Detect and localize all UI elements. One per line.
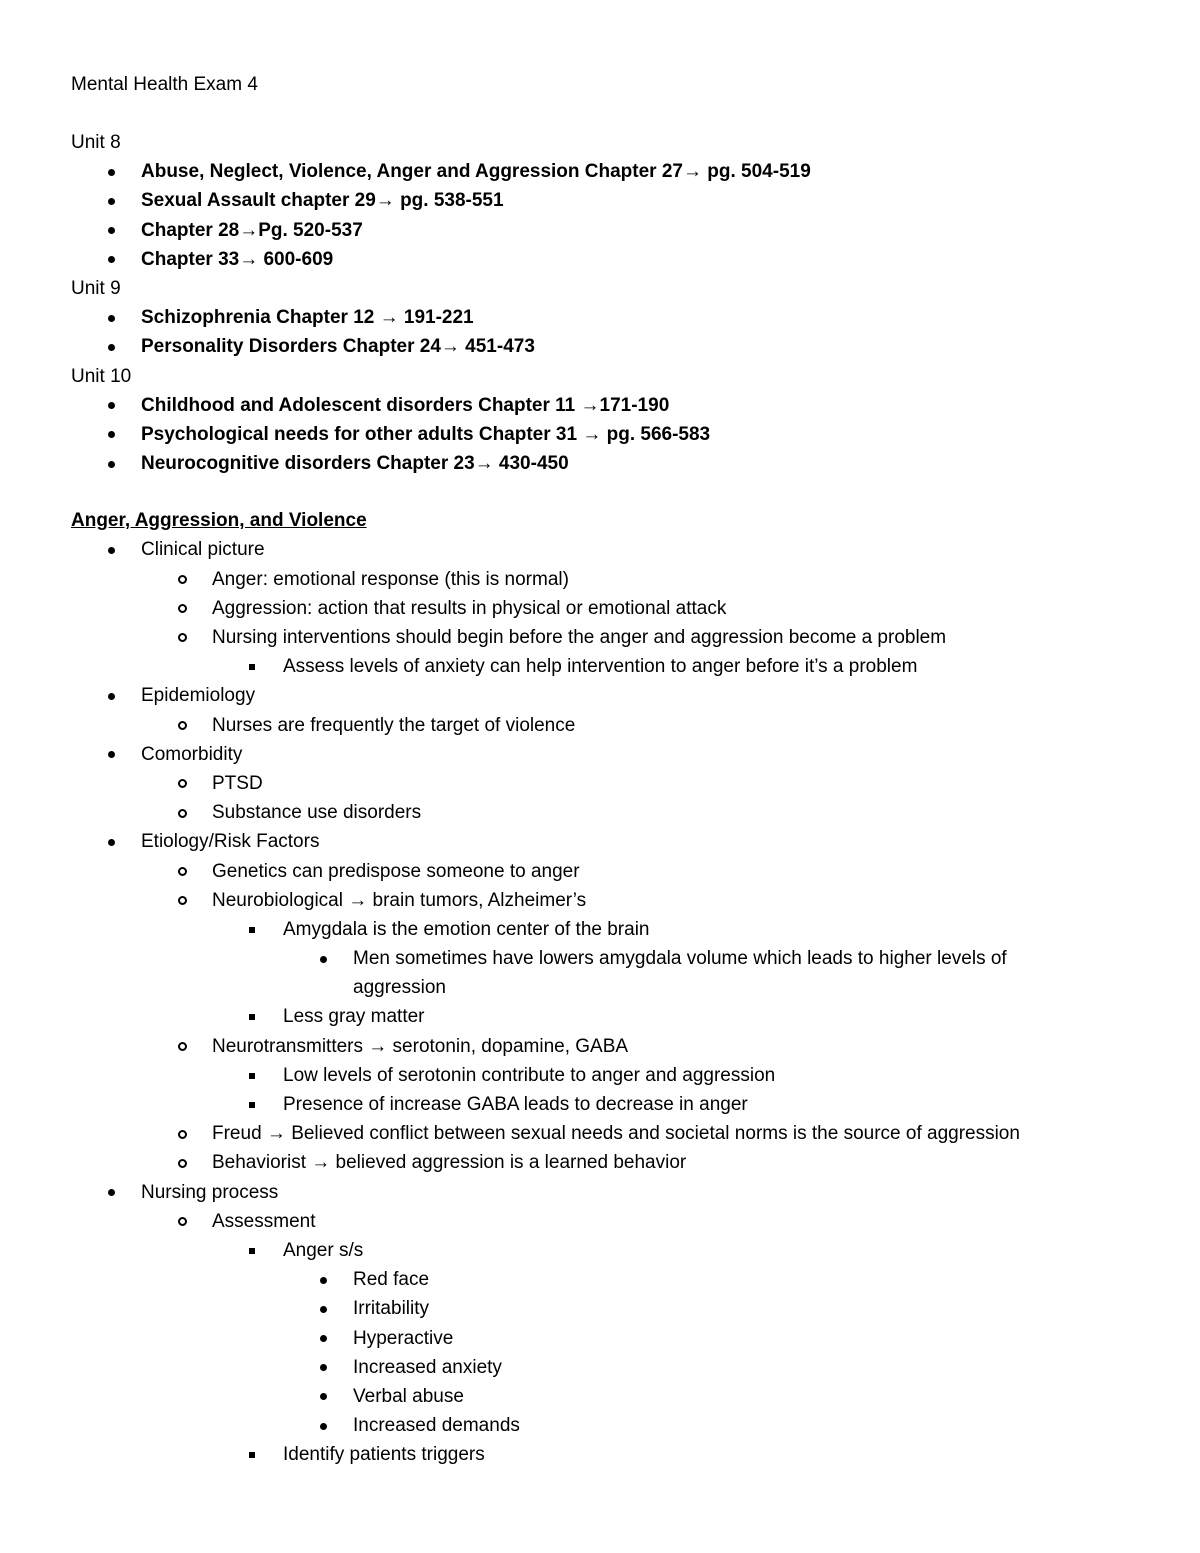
bullet-icon — [103, 216, 119, 245]
list-item-text: Men sometimes have lowers amygdala volume which leads to higher levels of — [353, 948, 1007, 970]
bullet-icon — [244, 1090, 260, 1119]
bullet-icon — [103, 332, 119, 361]
list-item-text: Schizophrenia Chapter 12 → 191-221 — [141, 307, 474, 329]
bullet-icon — [103, 740, 119, 769]
list-item-text: Amygdala is the emotion center of the brain — [283, 918, 650, 940]
list-item — [71, 332, 1161, 361]
list-item — [71, 1294, 1161, 1323]
list-item-text: Increased demands — [353, 1415, 520, 1437]
bullet-icon — [103, 245, 119, 274]
list-item-text: Personality Disorders Chapter 24→ 451-473 — [141, 336, 535, 358]
bullet-icon — [174, 1207, 190, 1236]
list-item-text: Chapter 28→Pg. 520-537 — [141, 219, 363, 241]
list-item — [71, 827, 1161, 856]
list-item-text: Genetics can predispose someone to anger — [212, 860, 580, 882]
list-item — [71, 1178, 1161, 1207]
bullet-icon — [315, 1382, 331, 1411]
list-item-text: Low levels of serotonin contribute to anger and aggression — [283, 1064, 776, 1086]
unit-list — [71, 128, 1161, 478]
bullet-icon — [174, 711, 190, 740]
list-item — [71, 1061, 1161, 1090]
list-item — [71, 973, 1161, 1002]
section-outline — [71, 535, 1161, 1469]
bullet-icon — [174, 565, 190, 594]
bullet-icon — [174, 1148, 190, 1177]
list-item — [71, 857, 1161, 886]
bullet-icon — [244, 915, 260, 944]
list-item — [71, 1002, 1161, 1031]
list-item-text: PTSD — [212, 772, 263, 794]
bullet-icon — [103, 303, 119, 332]
list-item-text: Freud → Believed conflict between sexual needs and societal norms is the source of aggression — [212, 1123, 1020, 1145]
bullet-icon — [103, 681, 119, 710]
list-item — [71, 186, 1161, 215]
bullet-icon — [315, 944, 331, 973]
blank-line — [71, 100, 1161, 128]
bullet-icon — [315, 1411, 331, 1440]
bullet-icon — [103, 420, 119, 449]
bullet-icon — [103, 1178, 119, 1207]
list-item — [71, 157, 1161, 186]
list-item-text: Psychological needs for other adults Chapter 31 → pg. 566-583 — [141, 423, 711, 445]
unit-label — [71, 128, 1161, 157]
list-item-text: Aggression: action that results in physical or emotional attack — [212, 597, 727, 619]
list-item — [71, 245, 1161, 274]
bullet-icon — [174, 857, 190, 886]
list-item-text: Sexual Assault chapter 29→ pg. 538-551 — [141, 190, 504, 212]
list-item-text: Substance use disorders — [212, 802, 422, 824]
list-item-text: aggression — [353, 977, 446, 999]
list-item-text: Neurocognitive disorders Chapter 23→ 430-450 — [141, 453, 569, 475]
list-item — [71, 1119, 1161, 1148]
list-item — [71, 1353, 1161, 1382]
list-item-text: Behaviorist → believed aggression is a learned behavior — [212, 1152, 687, 1174]
bullet-icon — [174, 594, 190, 623]
list-item — [71, 594, 1161, 623]
list-item — [71, 1382, 1161, 1411]
list-item-text: Chapter 33→ 600-609 — [141, 248, 334, 270]
list-item — [71, 1148, 1161, 1177]
bullet-icon — [244, 1440, 260, 1469]
list-item-text: Epidemiology — [141, 685, 256, 707]
list-item — [71, 944, 1161, 973]
document-page — [71, 70, 1161, 1469]
section-heading: Anger, Aggression, and Violence — [71, 510, 367, 532]
bullet-icon — [174, 798, 190, 827]
list-item — [71, 798, 1161, 827]
bullet-icon — [315, 1324, 331, 1353]
list-item-text: Presence of increase GABA leads to decrease in anger — [283, 1094, 748, 1115]
list-item-text: Irritability — [353, 1298, 430, 1320]
list-item — [71, 769, 1161, 798]
list-item-text: Etiology/Risk Factors — [141, 831, 320, 853]
list-item-text: Hyperactive — [353, 1327, 454, 1349]
list-item-text: Assessment — [212, 1210, 316, 1232]
bullet-icon — [174, 886, 190, 915]
list-item-text: Neurobiological → brain tumors, Alzheimer’s — [212, 889, 587, 911]
list-item-text: Neurotransmitters → serotonin, dopamine, GABA — [212, 1035, 629, 1057]
list-item — [71, 886, 1161, 915]
list-item — [71, 1236, 1161, 1265]
bullet-icon — [103, 157, 119, 186]
document-title: Mental Health Exam 4 — [71, 74, 258, 95]
list-item-text: Nursing process — [141, 1181, 279, 1203]
list-item-text: Red face — [353, 1269, 430, 1291]
unit-label — [71, 362, 1161, 391]
bullet-icon — [244, 1061, 260, 1090]
list-item-text: Identify patients triggers — [283, 1444, 485, 1466]
list-item — [71, 623, 1161, 652]
list-item — [71, 1411, 1161, 1440]
bullet-icon — [103, 186, 119, 215]
bullet-icon — [244, 652, 260, 681]
list-item — [71, 1090, 1161, 1119]
list-item — [71, 1032, 1161, 1061]
list-item-text: Less gray matter — [283, 1006, 425, 1028]
list-item — [71, 652, 1161, 681]
unit-label-text: Unit 9 — [71, 277, 121, 299]
list-item-text: Anger: emotional response (this is normal) — [212, 568, 569, 590]
list-item-text: Abuse, Neglect, Violence, Anger and Aggression Chapter 27→ pg. 504-519 — [141, 161, 811, 183]
list-item — [71, 1440, 1161, 1469]
bullet-icon — [103, 449, 119, 478]
list-item-text: Increased anxiety — [353, 1356, 502, 1378]
list-item-text: Anger s/s — [283, 1239, 364, 1261]
bullet-icon — [174, 623, 190, 652]
list-item — [71, 449, 1161, 478]
list-item — [71, 711, 1161, 740]
list-item — [71, 915, 1161, 944]
list-item-text: Verbal abuse — [353, 1385, 464, 1407]
list-item-text: Nurses are frequently the target of violence — [212, 714, 576, 736]
list-item — [71, 391, 1161, 420]
bullet-icon — [174, 769, 190, 798]
list-item — [71, 1265, 1161, 1294]
blank-line — [71, 478, 1161, 506]
bullet-icon — [174, 1032, 190, 1061]
list-item — [71, 303, 1161, 332]
list-item — [71, 216, 1161, 245]
list-item — [71, 1207, 1161, 1236]
list-item-text: Comorbidity — [141, 743, 243, 765]
bullet-icon — [315, 1265, 331, 1294]
list-item-text: Nursing interventions should begin before the anger and aggression become a problem — [212, 627, 947, 648]
list-item-text: Clinical picture — [141, 539, 265, 561]
bullet-icon — [244, 1002, 260, 1031]
list-item — [71, 740, 1161, 769]
unit-label — [71, 274, 1161, 303]
list-item — [71, 565, 1161, 594]
bullet-icon — [103, 827, 119, 856]
list-item-text: Childhood and Adolescent disorders Chapter 11 →171-190 — [141, 394, 670, 416]
bullet-icon — [103, 535, 119, 564]
unit-label-text: Unit 8 — [71, 132, 121, 153]
bullet-icon — [103, 391, 119, 420]
bullet-icon — [315, 1353, 331, 1382]
list-item — [71, 681, 1161, 710]
bullet-icon — [244, 1236, 260, 1265]
bullet-icon — [315, 1294, 331, 1323]
list-item-text: Assess levels of anxiety can help intervention to anger before it’s a problem — [283, 656, 918, 678]
list-item — [71, 535, 1161, 564]
unit-label-text: Unit 10 — [71, 365, 132, 387]
bullet-icon — [174, 1119, 190, 1148]
list-item — [71, 1324, 1161, 1353]
list-item — [71, 420, 1161, 449]
